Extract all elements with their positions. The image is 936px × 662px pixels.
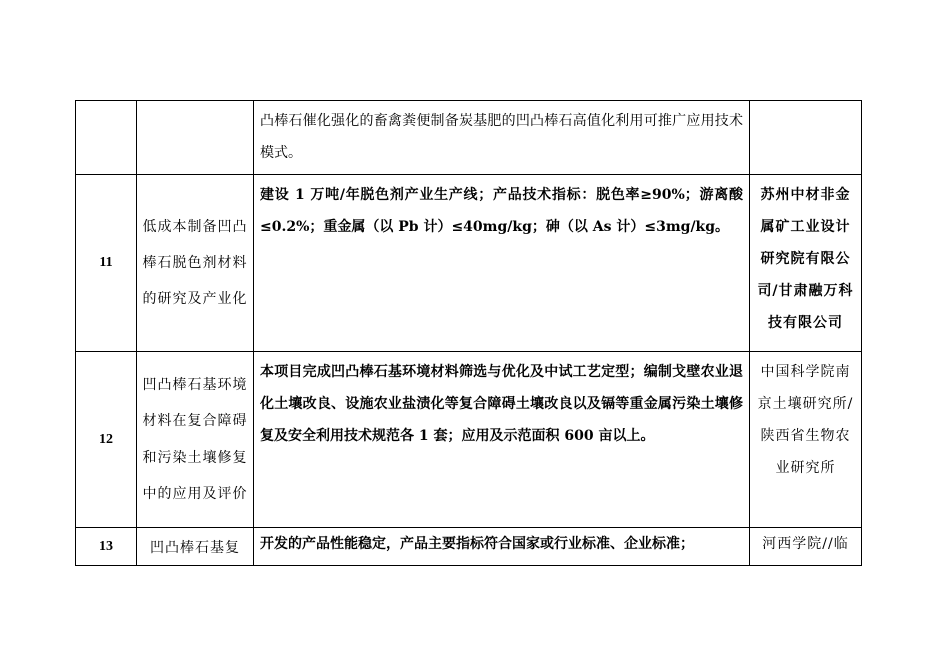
table-row	[76, 101, 862, 175]
project-organization: 中国科学院南京土壤研究所/陕西省生物农业研究所	[750, 352, 862, 528]
project-content: 建设 1 万吨/年脱色剂产业生产线；产品技术指标：脱色率≥90%；游离酸≤0.2%；重金属（以 Pb 计）≤40mg/kg；砷（以 As 计）≤3mg/kg。	[254, 175, 750, 352]
row-number	[76, 101, 137, 175]
project-name: 凹凸棒石基复	[137, 528, 254, 566]
project-organization: 苏州中材非金属矿工业设计研究院有限公司/甘肃融万科技有限公司	[750, 175, 862, 352]
row-number: 13	[76, 528, 137, 566]
project-content: 本项目完成凹凸棒石基环境材料筛选与优化及中试工艺定型；编制戈壁农业退化土壤改良、设施农业盐渍化等复合障碍土壤改良以及镉等重金属污染土壤修复及安全利用技术规范各 1 套；应用及示范面积 600 亩以上。	[254, 352, 750, 528]
table-row	[76, 175, 862, 352]
project-name: 低成本制备凹凸棒石脱色剂材料的研究及产业化	[137, 175, 254, 352]
project-name	[137, 101, 254, 175]
table-row	[76, 528, 862, 566]
project-content: 凸棒石催化强化的畜禽粪便制备炭基肥的凹凸棒石高值化利用可推广应用技术模式。	[254, 101, 750, 175]
project-content: 开发的产品性能稳定，产品主要指标符合国家或行业标准、企业标准；	[254, 528, 750, 566]
project-table	[75, 100, 862, 566]
row-number: 12	[76, 352, 137, 528]
project-name: 凹凸棒石基环境材料在复合障碍和污染土壤修复中的应用及评价	[137, 352, 254, 528]
table-row	[76, 352, 862, 528]
project-organization	[750, 101, 862, 175]
row-number: 11	[76, 175, 137, 352]
project-organization: 河西学院//临	[750, 528, 862, 566]
